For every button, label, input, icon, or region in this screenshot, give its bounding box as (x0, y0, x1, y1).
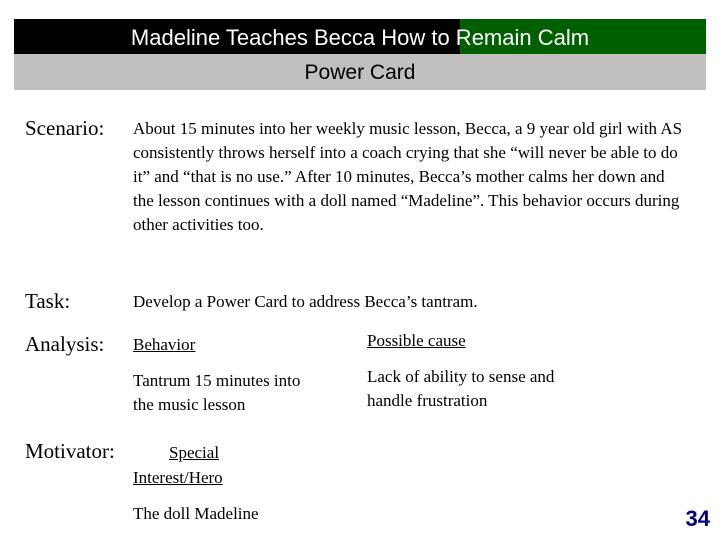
motivator-heading-line1: Special (169, 443, 220, 462)
task-text: Develop a Power Card to address Becca’s tantram. (133, 292, 478, 311)
analysis-label: Analysis: (25, 332, 105, 356)
motivator-label: Motivator: (25, 439, 115, 463)
possible-cause-heading: Possible cause (367, 331, 466, 350)
scenario-text: About 15 minutes into her weekly music lesson, Becca, a 9 year old girl with AS consistently throws herself into a coach crying that she “will never be able to do it” and “that is no use.” After 10 minutes, Becca’s mother calms her down and the lesson continues with a doll named “Madeline”. This behavior occurs during other activities too. (133, 119, 683, 234)
motivator-heading-line2: Interest/Hero (133, 468, 223, 487)
behavior-text: Tantrum 15 minutes into the music lesson (133, 371, 301, 414)
page-number: 34 (685, 506, 710, 531)
motivator-text: The doll Madeline (133, 504, 259, 523)
page-subtitle: Power Card (304, 61, 416, 84)
behavior-heading: Behavior (133, 335, 196, 354)
possible-cause-text: Lack of ability to sense and handle frustration (367, 367, 555, 410)
scenario-label: Scenario: (25, 116, 105, 140)
page-title: Madeline Teaches Becca How to Remain Calm (130, 25, 590, 50)
task-label: Task: (25, 289, 71, 313)
